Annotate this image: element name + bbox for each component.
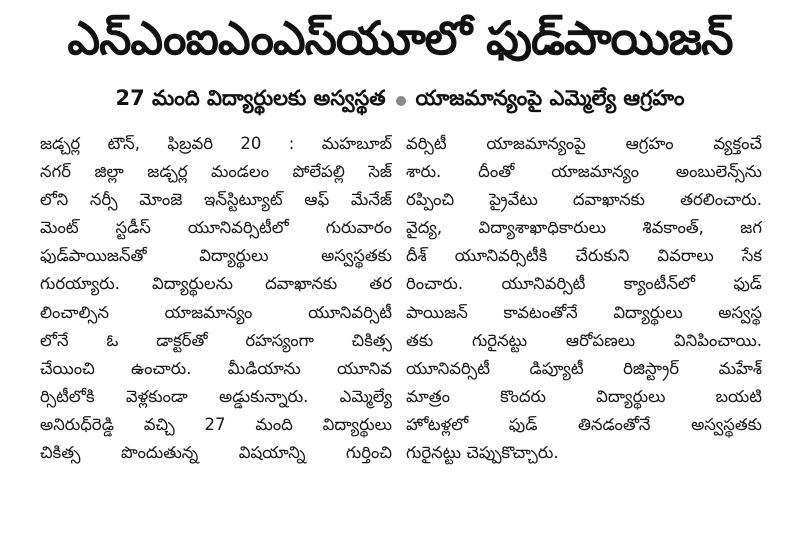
body-line: వర్సిటీ యాజమాన్యంపై ఆగ్రహం వ్యక్తంచే <box>406 134 762 153</box>
body-line: ఫుడ్‌పాయిజన్‌తో విద్యార్థులు అస్వస్థతకు <box>40 246 392 266</box>
body-column-right <box>406 130 762 467</box>
body-line: చికిత్స పొందుతున్న విషయాన్ని గుర్తించి <box>40 443 392 463</box>
body-line: నగర్ జిల్లా జడ్చర్ల మండలం పోలేపల్లి సెజ్ <box>40 162 392 182</box>
body-line: యూనివర్సిటీ డిప్యూటీ రిజిస్ట్రార్ మహేశ్ <box>406 358 762 378</box>
body-line: మెంట్ స్టడీస్ యూనివర్సిటీలో గురువారం <box>40 218 392 238</box>
body-line: గురయ్యారు. విద్యార్థులను దవాఖానకు తర <box>40 274 392 294</box>
body-line: దీశ్ యూనివర్సిటీకి చేరుకుని వివరాలు సేక <box>406 246 762 266</box>
body-line: లోనే ఓ డాక్టర్‌తో రహస్యంగా చికిత్స <box>40 330 392 350</box>
body-line: హోటళ్లలో ఫుడ్ తినడంతోనే అస్వస్థతకు <box>406 414 762 434</box>
body-line: తకు గురైనట్టు ఆరోపణలు వినిపించాయి. <box>406 330 762 350</box>
body-line: రప్పించి ప్రైవేటు దవాఖానకు తరలించారు. <box>406 190 762 210</box>
body-line: అనిరుధ్‌రెడ్డి వచ్చి 27 మంది విద్యార్థులు <box>40 414 392 434</box>
body-line: శారు. దీంతో యాజమాన్యం అంబులెన్స్‌ను <box>406 162 762 182</box>
body-line: మాత్రం కొందరు విద్యార్థులు బయటి <box>406 386 762 406</box>
headline: ఎన్‌ఎంఐఎంఎస్‌యూలో ఫుడ్‌పాయిజన్ <box>67 11 733 65</box>
body-line: చేయించి ఉంచారు. మీడియాను యూనివ <box>40 358 392 378</box>
bullet-separator <box>396 96 406 106</box>
subhead-right: యాజమాన్యంపై ఎమ్మెల్యే ఆగ్రహం <box>415 86 685 110</box>
body-column-left <box>40 130 392 467</box>
body-line: జడ్చర్ల టౌన్, ఫిబ్రవరి 20 : మహబూబ్ <box>40 134 392 153</box>
subhead-left: 27 మంది విద్యార్థులకు అస్వస్థత <box>115 86 386 110</box>
body-line: ర్సిటీలోకి వెళ్లకుండా అడ్డుకున్నారు. ఎమ్మెల్యే <box>40 386 392 406</box>
body-line: వైద్య, విద్యాశాఖాధికారులు శివకాంత్, జగ <box>406 218 762 238</box>
subheadline <box>0 84 800 118</box>
body-line: రించారు. యూనివర్సిటీ క్యాంటీన్‌లో ఫుడ్ <box>406 274 762 294</box>
body-line: లించాల్సిన యాజమాన్యం యూనివర్సిటీ <box>40 302 392 322</box>
body-line: పాయిజన్ కావటంతోనే విద్యార్థులు అస్వస్థ <box>406 302 762 322</box>
body-line: లోని నర్సీ మోంజె ఇన్‌స్టిట్యూట్ ఆఫ్ మేనేజ్ <box>40 190 392 210</box>
body-line: గురైనట్టు చెప్పుకొచ్చారు. <box>406 443 559 463</box>
